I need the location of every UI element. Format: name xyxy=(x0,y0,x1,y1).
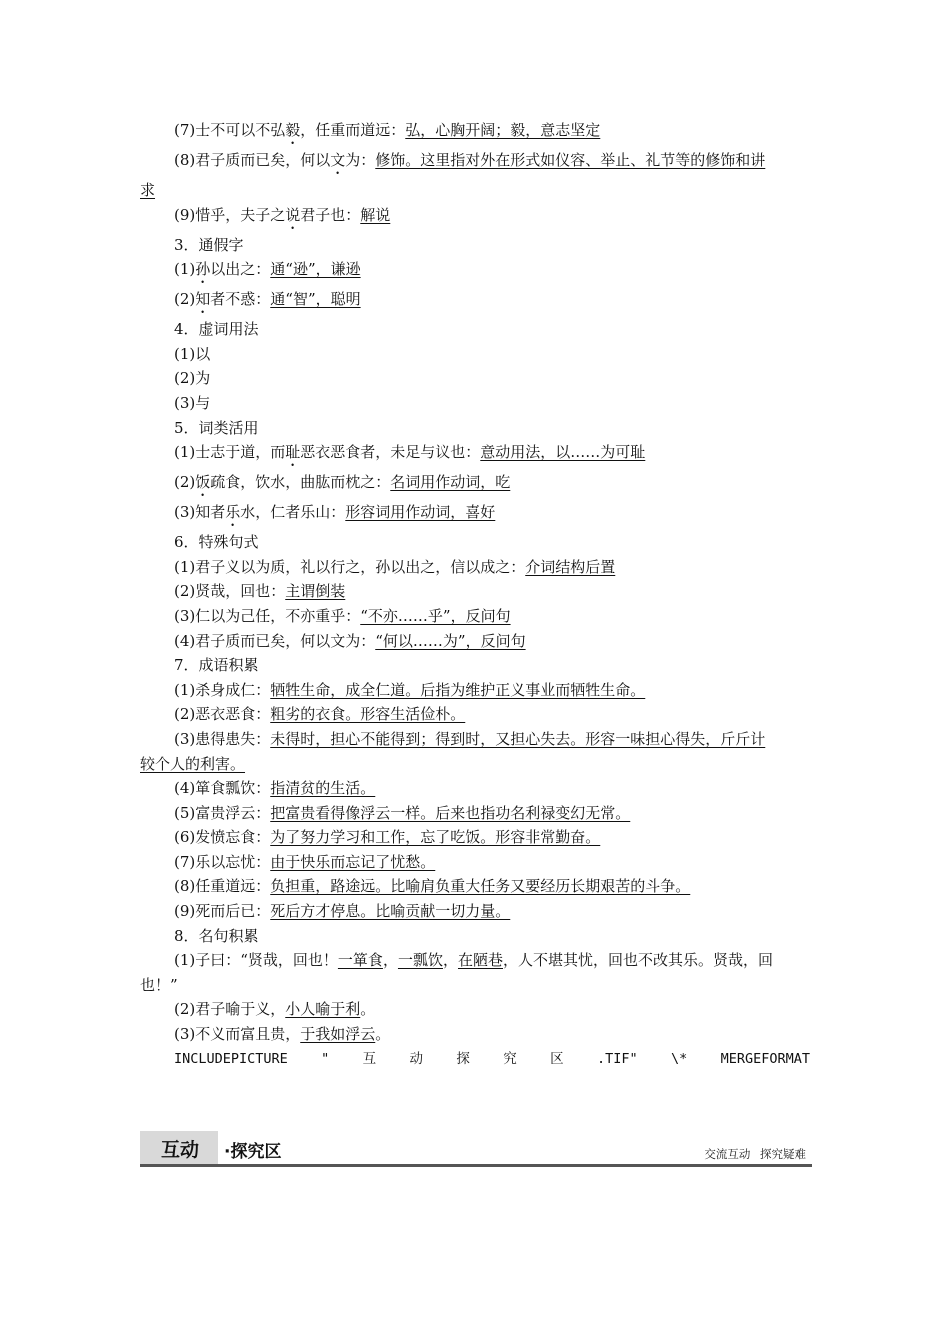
section-heading xyxy=(140,317,812,342)
entry-text: 为： xyxy=(345,151,376,169)
dotted-char: 文 xyxy=(330,151,346,169)
quote-text: (1)子曰：“贤哉，回也！ xyxy=(174,951,338,970)
entry-text: (7)士不可以不弘 xyxy=(174,121,286,139)
answer-text: 通“智”，聪明 xyxy=(270,290,361,309)
field-token: 区 xyxy=(550,1050,564,1067)
entry-line xyxy=(140,702,812,727)
entry-text: (9)死而后已： xyxy=(174,902,271,921)
answer-text: 粗劣的衣食。形容生活俭朴。 xyxy=(270,705,466,724)
entry-line xyxy=(140,579,812,604)
entry-text: (1) xyxy=(174,260,196,279)
entry-line xyxy=(140,287,812,317)
banner-rule xyxy=(140,1164,812,1167)
entry-line xyxy=(140,678,812,703)
entry-line xyxy=(140,629,812,654)
field-token: 究 xyxy=(503,1050,517,1067)
field-token: 动 xyxy=(409,1050,424,1067)
quote-text: 。 xyxy=(360,1000,376,1019)
entry-text: 以出之： xyxy=(210,260,271,279)
entry-text: (1)君子义以为质，礼以行之，孙以出之，信以成之： xyxy=(174,557,526,576)
banner-right-text: 交流互动 探究疑难 xyxy=(704,1147,806,1161)
entry-line xyxy=(140,500,812,530)
heading-text: 8．名句积累 xyxy=(174,926,259,945)
answer-text: 于我如浮云 xyxy=(300,1025,376,1044)
heading-text: 6．特殊句式 xyxy=(174,533,259,552)
answer-text: 一瓢饮 xyxy=(397,951,443,970)
entry-line xyxy=(140,257,812,287)
entry-text: (6)发愤忘食： xyxy=(174,828,271,847)
answer-text: 名词用作动词，吃 xyxy=(390,473,511,492)
dotted-char: 毅 xyxy=(285,121,301,139)
heading-text: 3．通假字 xyxy=(174,235,244,254)
section-heading xyxy=(140,233,812,258)
answer-text: 较个人的利害。 xyxy=(140,754,246,773)
quote-line xyxy=(140,948,812,973)
entry-text: (4)君子质而已矣，何以文为： xyxy=(174,631,376,650)
answer-text: 通“逊”，谦逊 xyxy=(270,260,361,279)
answer-text: 弘，心胸开阔；毅，意志坚定 xyxy=(405,121,601,139)
field-token: 探 xyxy=(456,1050,470,1067)
entry-text: (3)患得患失： xyxy=(174,729,271,748)
field-token: .TIF" xyxy=(596,1050,638,1067)
dotted-char: 耻 xyxy=(285,443,301,462)
entry-text: (2)恶衣恶食： xyxy=(174,705,271,724)
quote-text: 也！” xyxy=(140,975,178,994)
section-heading xyxy=(140,366,812,391)
section-heading xyxy=(140,391,812,416)
entry-text: (4)箪食瓢饮： xyxy=(174,779,271,798)
entry-text: ，任重而道远： xyxy=(300,121,406,139)
answer-text: 指清贫的生活。 xyxy=(270,779,376,798)
entry-text: (2) xyxy=(174,473,196,492)
answer-text: 一箪食 xyxy=(337,951,383,970)
answer-text: 死后方才停息。比喻贡献一切力量。 xyxy=(270,902,511,921)
entry-line xyxy=(140,776,812,801)
heading-text: (1)以 xyxy=(174,344,211,363)
entry-text: (2) xyxy=(174,290,196,309)
heading-text: (3)与 xyxy=(174,393,211,412)
quote-text: 。 xyxy=(375,1025,391,1044)
quote-line xyxy=(140,1022,812,1047)
answer-text: 形容词用作动词，喜好 xyxy=(345,503,496,522)
entry-text: (7)乐以忘忧： xyxy=(174,852,271,871)
section-heading xyxy=(140,653,812,678)
quote-text: ， xyxy=(382,951,398,970)
dotted-char: 说 xyxy=(285,205,301,224)
entry-line xyxy=(140,874,812,899)
answer-text: 负担重，路途远。比喻肩负重大任务又要经历长期艰苦的斗争。 xyxy=(270,877,691,896)
document-body xyxy=(140,118,812,1071)
banner-title-sub: ·探究区 xyxy=(224,1142,282,1162)
entry-text: (3)知者 xyxy=(174,503,226,522)
entry-text: (2)贤哉，回也： xyxy=(174,582,286,601)
answer-text: “何以……为”，反问句 xyxy=(375,631,526,650)
entry-text: 水，仁者乐山： xyxy=(240,503,346,522)
section-heading xyxy=(140,342,812,367)
entry-line xyxy=(140,118,812,148)
field-token: 互 xyxy=(362,1050,377,1067)
entry-line xyxy=(140,555,812,580)
quote-text: (3)不义而富且贵， xyxy=(174,1025,301,1044)
dotted-char: 孙 xyxy=(195,260,211,279)
answer-text: 求 xyxy=(140,181,156,199)
banner-title-main: 互动 xyxy=(161,1139,200,1161)
field-token: INCLUDEPICTURE xyxy=(174,1050,288,1067)
entry-text: (9)惜乎，夫子之 xyxy=(174,205,286,224)
answer-text: 为了努力学习和工作，忘了吃饭。形容非常勤奋。 xyxy=(270,828,601,847)
entry-line-continued xyxy=(140,178,812,203)
answer-text: 解说 xyxy=(360,205,391,224)
quote-text: ， xyxy=(442,951,458,970)
entry-text: (1)杀身成仁： xyxy=(174,680,271,699)
entry-text: 疏食，饮水，曲肱而枕之： xyxy=(210,473,391,492)
field-token: " xyxy=(321,1050,330,1067)
answer-text: 介词结构后置 xyxy=(525,557,616,576)
heading-text: 5．词类活用 xyxy=(174,418,259,437)
field-code-line xyxy=(140,1047,812,1071)
entry-line xyxy=(140,825,812,850)
entry-line xyxy=(140,850,812,875)
quote-line-continued xyxy=(140,973,812,998)
answer-text: “不亦……乎”，反问句 xyxy=(360,606,511,625)
answer-text: 把富贵看得像浮云一样。后来也指功名利禄变幻无常。 xyxy=(270,803,631,822)
heading-text: 7．成语积累 xyxy=(174,656,259,675)
quote-text: (2)君子喻于义， xyxy=(174,1000,286,1019)
quote-line xyxy=(140,997,812,1022)
dotted-char: 乐 xyxy=(225,503,241,522)
answer-text: 在陋巷 xyxy=(457,951,503,970)
dotted-char: 饭 xyxy=(195,473,211,492)
answer-text: 小人喻于利 xyxy=(285,1000,361,1019)
field-token: MERGEFORMAT xyxy=(720,1050,810,1067)
entry-text: 者不惑： xyxy=(210,290,271,309)
answer-text: 修饰。这里指对外在形式如仪容、举止、礼节等的修饰和讲 xyxy=(375,151,766,169)
dotted-char: 知 xyxy=(195,290,211,309)
section-banner xyxy=(140,1131,812,1167)
entry-line xyxy=(140,148,812,178)
entry-line xyxy=(140,604,812,629)
answer-text: 由于快乐而忘记了忧愁。 xyxy=(270,852,436,871)
entry-text: (8)任重道远： xyxy=(174,877,271,896)
entry-text: (8)君子质而已矣，何以 xyxy=(174,151,331,169)
entry-line-continued xyxy=(140,752,812,777)
answer-text: 未得时，担心不能得到；得到时，又担心失去。形容一味担心得失，斤斤计 xyxy=(270,729,766,748)
entry-line xyxy=(140,727,812,752)
entry-line xyxy=(140,899,812,924)
entry-text: (5)富贵浮云： xyxy=(174,803,271,822)
heading-text: 4．虚词用法 xyxy=(174,320,259,339)
entry-text: (1)士志于道，而 xyxy=(174,443,286,462)
entry-text: 恶衣恶食者，未足与议也： xyxy=(300,443,481,462)
quote-text: ，人不堪其忧，回也不改其乐。贤哉，回 xyxy=(503,951,774,970)
answer-text: 牺牲生命，成全仁道。后指为维护正义事业而牺牲生命。 xyxy=(270,680,646,699)
answer-text: 意动用法，以……为可耻 xyxy=(480,443,646,462)
entry-line xyxy=(140,801,812,826)
section-heading xyxy=(140,924,812,949)
entry-line xyxy=(140,203,812,233)
section-heading xyxy=(140,416,812,441)
entry-line xyxy=(140,440,812,470)
entry-text: (3)仁以为己任，不亦重乎： xyxy=(174,606,361,625)
entry-line xyxy=(140,470,812,500)
entry-text: 君子也： xyxy=(300,205,361,224)
answer-text: 主谓倒装 xyxy=(285,582,346,601)
field-token: \* xyxy=(670,1050,688,1067)
section-heading xyxy=(140,530,812,555)
heading-text: (2)为 xyxy=(174,369,211,388)
